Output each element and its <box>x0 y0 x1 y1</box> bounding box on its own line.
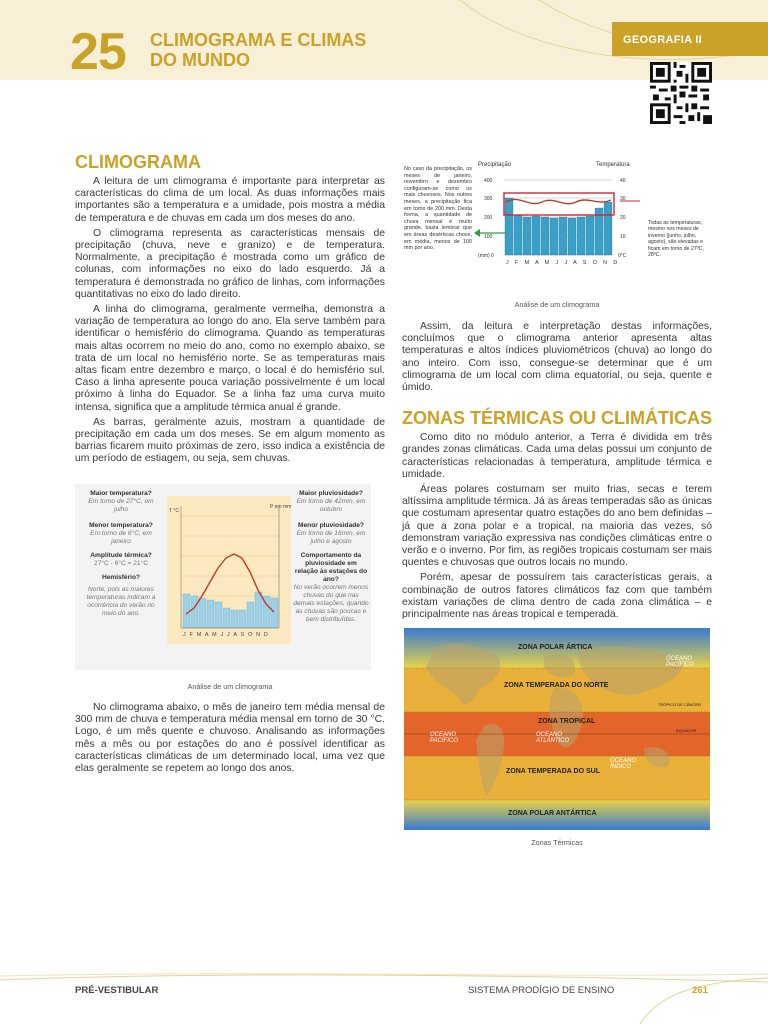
footer-left: PRÉ-VESTIBULAR <box>75 985 159 996</box>
arrow-left-icon <box>474 228 506 238</box>
axis-left-label: T °C <box>169 508 179 514</box>
climogram-note-right: Todas as temperaturas, mesmo nos meses de inverno (junho, julho, agosto), são elevadas e ficam em torno de 27ºC, 28ºC. <box>648 220 704 259</box>
ocean-label-pacifico-west: OCEANO PACÍFICO <box>430 732 458 744</box>
climo-month-ticks: J F M A M J J A S O N D <box>506 260 620 266</box>
continents-shape <box>404 628 710 830</box>
y-left-tick: (mm) 0 <box>478 253 494 259</box>
section-title-zonas: ZONAS TÉRMICAS OU CLIMÁTICAS <box>402 408 712 429</box>
zone-label-temperada-norte: ZONA TEMPERADA DO NORTE <box>504 682 609 689</box>
precip-axis-title: Precipitação <box>478 162 512 168</box>
y-right-tick: 20 <box>620 215 626 221</box>
climogram-chart <box>474 160 644 272</box>
ocean-label-pacifico-east: OCEANO PACÍFICO <box>666 656 694 668</box>
amplitude-label: Amplitude térmica? <box>90 552 152 559</box>
left-column <box>75 152 385 469</box>
climogram-figure <box>404 160 710 290</box>
month-ticks: J F M A M J J A S O N D <box>183 632 270 638</box>
tropic-label: TRÓPICO DE CÂNCER <box>658 702 701 707</box>
paragraph: Como dito no módulo anterior, a Terra é dividida em três grandes zonas climáticas. Cada uma delas possui um conjunto de características relacionadas à temperatura, amplitude térmica e umidade. <box>402 432 712 480</box>
ocean-label-indico: OCEANO ÍNDICO <box>610 758 637 770</box>
left-column-bottom <box>75 702 385 778</box>
zone-label-polar-artica: ZONA POLAR ÁRTICA <box>518 644 593 651</box>
qr-code-icon[interactable] <box>650 62 712 124</box>
footer-brand: SISTEMA PRODÍGIO DE ENSINO <box>468 985 615 996</box>
paragraph: Porém, apesar de possuírem tais características gerais, a combinação de outros fatores climáticos faz com que também existam variações de clima dentro de cada zona climática – e principalmente nas áreas tropical e temperada. <box>402 572 712 621</box>
figure-left-notes <box>79 490 163 618</box>
ocean-label-atlantico: OCEANO ATLÂNTICO <box>536 732 570 744</box>
chapter-number: 25 <box>70 23 126 81</box>
chapter-title-line2: DO MUNDO <box>150 50 250 70</box>
chapter-title-line1: CLIMOGRAMA E CLIMAS <box>150 30 367 50</box>
paragraph: Assim, da leitura e interpretação destas informações, concluímos que o climograma anterior apresenta altas temperaturas e altos índices pluviométricos (chuva) ao longo do ano inteiro. Com isso, consegue-se determinar que é um climograma de um local com clima equatorial, ou seja, quente e úmido. <box>402 321 712 394</box>
behavior-answer: No verão ocorrem menos chuvas do que nas demais estações, quando as chuvas são poucas e bem distribuídas. <box>293 584 369 623</box>
min-rain-label: Menor pluviosidade? <box>298 522 364 529</box>
figure-caption: Análise de um climograma <box>187 682 273 691</box>
min-temp-answer: Em torno de 6°C, em janeiro <box>90 530 152 545</box>
max-temp-label: Maior temperatura? <box>90 490 152 497</box>
y-left-tick: 100 <box>484 234 493 240</box>
climogram-analysis-figure <box>75 484 371 670</box>
y-right-tick: 0°C <box>618 253 627 259</box>
min-temp-label: Menor temperatura? <box>89 522 153 529</box>
hemisphere-answer: Norte, pois as maiores temperaturas indicam a ocorrência do verão no meio do ano. <box>86 586 156 617</box>
paragraph: As barras, geralmente azuis, mostram a quantidade de precipitação em cada um dos meses. Se em algum momento as barrias ficarem muito próximas de zero, isso indica a existência de um período de estiagem, ou seja, sem chuvas. <box>75 416 385 465</box>
y-right-tick: 40 <box>620 178 626 184</box>
chapter-title <box>150 30 366 70</box>
y-left-tick: 300 <box>484 196 493 202</box>
paragraph: Áreas polares costumam ser muito frias, secas e terem altíssima amplitude térmica. Já as áreas temperadas são as únicas que costumam apresentar quatro estações do ano bem definidas – já que a zona polar e a tropical, na maioria das vezes, só demonstram variação expressiva nas condições climáticas entre o verão e o inverno. Por fim, as regiões tropicais costumam ser mais quentes e chuvosas que outros locais no mundo. <box>402 484 712 569</box>
section-title-climograma: CLIMOGRAMA <box>75 152 201 172</box>
hemisphere-label: Hemisfério? <box>101 574 141 581</box>
behavior-label: Comportamento da pluviosidade em relação às estações do ano? <box>294 552 368 583</box>
temp-axis-title: Temperatura <box>596 162 630 168</box>
equator-label: EQUADOR <box>676 728 697 733</box>
climogram-note-left: No caso da precipitação, os meses de janeiro, novembro e dezembro configuram-se como os mais chuvosos. Nos outros meses, a precipitação fica em torno de 200 mm. Desta forma, a quantidade de chuva mensal é muito grande, basta lembrar que em áreas desérticas chove, em média, menos de 100 mm por ano. <box>404 166 472 252</box>
climogram-caption: Análise de um climograma <box>514 300 600 309</box>
arrow-right-icon <box>620 196 644 206</box>
y-right-tick: 10 <box>620 234 626 240</box>
amplitude-answer: 27°C - 6°C = 21°C <box>94 560 148 567</box>
subject-label: GEOGRAFIA II <box>623 34 702 46</box>
paragraph: O climograma representa as características mensais de precipitação (chuva, neve e granizo) e de temperatura. Normalmente, a precipitação é mostrada como um gráfico de colunas, com informações no eixo do lado esquerdo. Já a temperatura é demonstrada no gráfico de linhas, com informações quantitativas no eixo do lado direito. <box>75 227 385 300</box>
mini-climogram-chart <box>167 496 291 644</box>
paragraph: No climograma abaixo, o mês de janeiro tem média mensal de 300 mm de chuva e temperatura média mensal em torno de 30 °C. Logo, é um mês quente e chuvoso. Analisando as informações mês a mês ou por estações do ano é possível identificar as características climáticas de um determinado local, uma vez que elas geralmente se repetem ao longo dos anos. <box>75 702 385 775</box>
thermal-zones-map <box>404 628 710 830</box>
map-caption: Zonas Térmicas <box>531 838 583 847</box>
y-right-tick: 30 <box>620 196 626 202</box>
min-rain-answer: Em torno de 16mm, em julho e agosto <box>296 530 366 545</box>
axis-right-label: P em mm <box>270 504 291 510</box>
footer-decor <box>0 972 768 1024</box>
y-left-tick: 200 <box>484 215 493 221</box>
zone-label-tropical: ZONA TROPICAL <box>538 718 596 725</box>
zone-label-polar-antartica: ZONA POLAR ANTÁRTICA <box>508 810 597 817</box>
paragraph: A linha do climograma, geralmente vermelha, demonstra a variação de temperatura ao longo do ano. Ela serve também para identificar o hemisfério do climograma. Quando as temperaturas mais altas ocorrem no meio do ano, como no exemplo abaixo, se trata de um local no hemisfério norte. Se as temperaturas mais altas ficam entre dezembro e março, o local é do hemisfério sul. Caso a linha apresente pouca variação possivelmente é um local próximo à linha do Equador. Se a linha faz uma curva muito intensa, significa que a amplitude térmica anual é grande. <box>75 304 385 413</box>
y-left-tick: 400 <box>484 178 493 184</box>
page-number: 261 <box>692 985 708 996</box>
max-temp-answer: Em torno de 27°C, em julho <box>88 498 154 513</box>
figure-right-notes <box>293 490 369 624</box>
paragraph: A leitura de um climograma é importante para interpretar as características do clima de um local. As duas informações mais importantes são a temperatura e a umidade, pois mostra a média de temperatura e de chuvas em cada um dos meses do ano. <box>75 176 385 224</box>
zone-label-temperada-sul: ZONA TEMPERADA DO SUL <box>506 768 600 775</box>
right-column <box>402 321 712 624</box>
max-rain-answer: Em torno de 42mm, em outubro <box>296 498 366 513</box>
max-rain-label: Maior pluviosidade? <box>299 490 363 497</box>
